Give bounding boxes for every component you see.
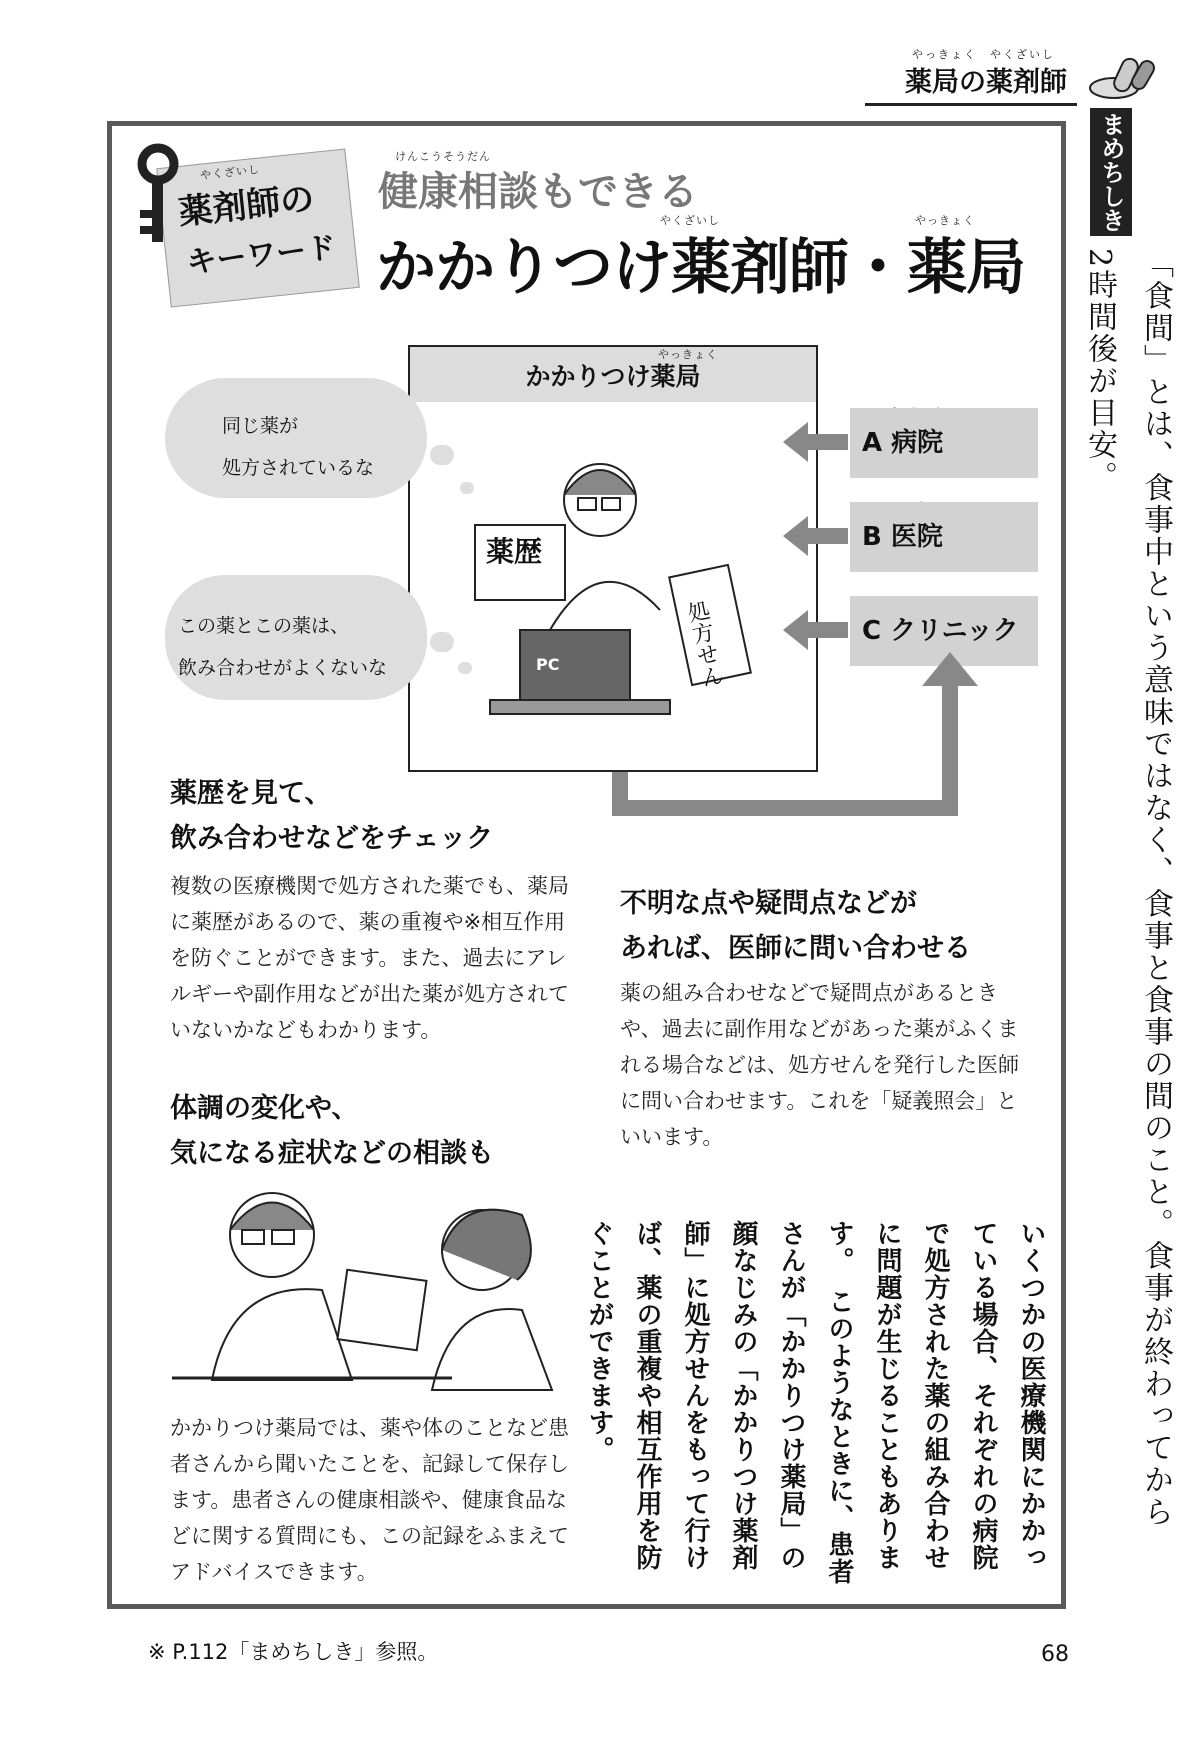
heading-sub: 健康相談もできる bbox=[378, 169, 698, 215]
pharmacy-ruby: やっきょく bbox=[658, 348, 718, 361]
section1-heading-line1: 薬歴を見て、 bbox=[170, 778, 332, 809]
source-hospital-a: A 病院 bbox=[850, 408, 1038, 478]
section1-body: 複数の医療機関で処方された薬でも、薬局に薬歴があるので、薬の重複や※相互作用を防ぐことができます。また、過去にアレルギーや副作用などが出た薬が処方されていないかなどもわかります。 bbox=[170, 874, 569, 1042]
pc-label: PC bbox=[536, 655, 560, 674]
vertical-column-text: いくつかの医療機関にかかっている場合、それぞれの病院で処方された薬の組み合わせに問題が生じることもあります。 このようなときに、患者さんが「かかりつけ薬局」の顔なじみの「かかりつけ薬剤師」に処方せんをもって行けば、薬の重複や相互作用を防ぐことができます。 bbox=[584, 1220, 1046, 1585]
section2-heading-line2: あれば、医師に問い合わせる bbox=[620, 933, 971, 964]
section3-body: かかりつけ薬局では、薬や体のことなど患者さんから聞いたことを、記録して保存します。患者さんの健康相談や、健康食品などに関する質問にも、この記録をふまえてアドバイスできます。 bbox=[170, 1416, 569, 1584]
section1-heading-line2: 飲み合わせなどをチェック bbox=[170, 823, 494, 854]
thought1-line2: 処方されているな bbox=[222, 457, 375, 479]
footnote: ※ P.112「まめちしき」参照。 bbox=[148, 1640, 439, 1664]
pharmacist-at-pc-illustration bbox=[470, 450, 770, 750]
section3-heading-line1: 体調の変化や、 bbox=[170, 1093, 359, 1124]
tag-line2: キーワード bbox=[184, 230, 338, 281]
section3-heading-line2: 気になる症状などの相談も bbox=[170, 1138, 494, 1169]
thought-dot bbox=[430, 632, 454, 652]
header-title: 薬局の薬剤師 bbox=[905, 67, 1067, 98]
heading-sub-ruby: けんこうそうだん bbox=[395, 150, 491, 163]
header-rule bbox=[865, 103, 1077, 106]
heading-main: かかりつけ薬剤師・薬局 bbox=[376, 233, 1025, 303]
thought1-line1: 同じ薬が bbox=[222, 415, 299, 437]
pharmacy-label: かかりつけ薬局 bbox=[525, 362, 701, 391]
section2-heading-line1: 不明な点や疑問点などが bbox=[620, 888, 917, 919]
source-clinic-b: B 医院 bbox=[850, 502, 1038, 572]
thought-dot bbox=[460, 482, 474, 494]
heading-main-ruby1: やくざいし bbox=[660, 214, 720, 227]
consultation-illustration bbox=[172, 1180, 592, 1400]
tag-ruby: やくざいし bbox=[199, 162, 261, 183]
tag-line1: 薬剤師の bbox=[176, 178, 317, 233]
sidebar-text: 「食間」とは、食事中という意味ではなく、食事と食事の間のこと。食事が終わってから2時間後が目安。 bbox=[1082, 248, 1173, 1528]
source-clinic-c: C クリニック bbox=[850, 596, 1038, 666]
thought2-line1: この薬とこの薬は、 bbox=[178, 615, 350, 637]
heading-main-ruby2: やっきょく bbox=[915, 214, 975, 227]
drug-history-label: 薬歴 bbox=[486, 535, 543, 568]
thought2-line2: 飲み合わせがよくないな bbox=[178, 657, 388, 679]
pill-icon bbox=[1084, 48, 1164, 106]
header-title-ruby: やっきょく やくざいし bbox=[912, 48, 1055, 61]
thought-dot bbox=[430, 445, 454, 465]
page-number: 68 bbox=[1041, 1642, 1069, 1667]
thought-dot bbox=[458, 662, 472, 674]
sidebar-tag: まめちしき bbox=[1090, 108, 1132, 236]
prescription-label: 処方せん bbox=[682, 598, 725, 690]
section2-body: 薬の組み合わせなどで疑問点があるときや、過去に副作用などがあった薬がふくまれる場合などは、処方せんを発行した医師に問い合わせます。これを「疑義照会」といいます。 bbox=[620, 981, 1019, 1149]
